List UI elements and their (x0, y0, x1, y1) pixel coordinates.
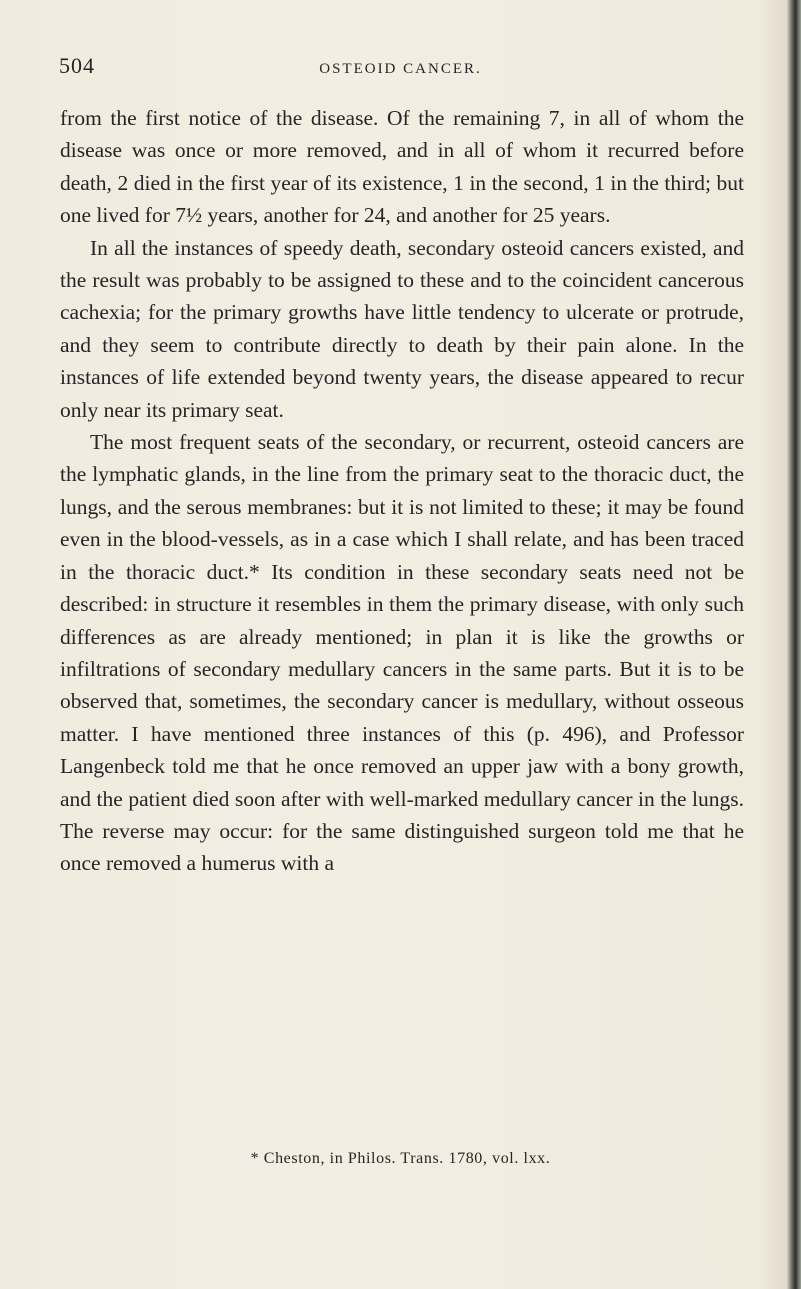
paragraph-3: The most frequent seats of the secondary, or recurrent, osteoid cancers are the lymphatic glands, in the line from the primary seat to the thoracic duct, the lungs, and the serous membranes: but it is not limited to these; it may be found even in the blood-vessels, as in a case which I shall relate, and has been traced in the thoracic duct.* Its condition in these secondary seats need not be described: in structure it resembles in them the primary disease, with only such differences as are already mentioned; in plan it is like the growths or infiltrations of secondary medullary cancers in the same parts. But it is to be observed that, sometimes, the secondary cancer is medullary, without osseous matter. I have mentioned three instances of this (p. 496), and Professor Langenbeck told me that he once removed an upper jaw with a bony growth, and the patient died soon after with well-marked medullary cancer in the lungs. The reverse may occur: for the same distinguished surgeon told me that he once removed a humerus with a (60, 430, 744, 876)
running-title: OSTEOID CANCER. (319, 61, 482, 77)
page-number: 504 (59, 53, 95, 78)
binding-shadow (761, 0, 787, 1289)
paragraph-2: In all the instances of speedy death, secondary osteoid cancers existed, and the result was probably to be assigned to these and to the coincident cancerous cachexia; for the primary growths have little tendency to ulcerate or protrude, and they seem to contribute directly to death by their pain alone. In the instances of life extended beyond twenty years, the disease appeared to recur only near its primary seat. (60, 235, 744, 422)
paragraph-1: from the first notice of the disease. Of the remaining 7, in all of whom the disease was once or more removed, and in all of whom it recurred before death, 2 died in the first year of its existence, 1 in the second, 1 in the third; but one lived for 7½ years, another for 24, and another for 25 years. (60, 106, 744, 228)
footnote: * Cheston, in Philos. Trans. 1780, vol. lxx. (250, 1150, 551, 1167)
body-text (60, 102, 744, 880)
binding-edge (787, 0, 801, 1289)
